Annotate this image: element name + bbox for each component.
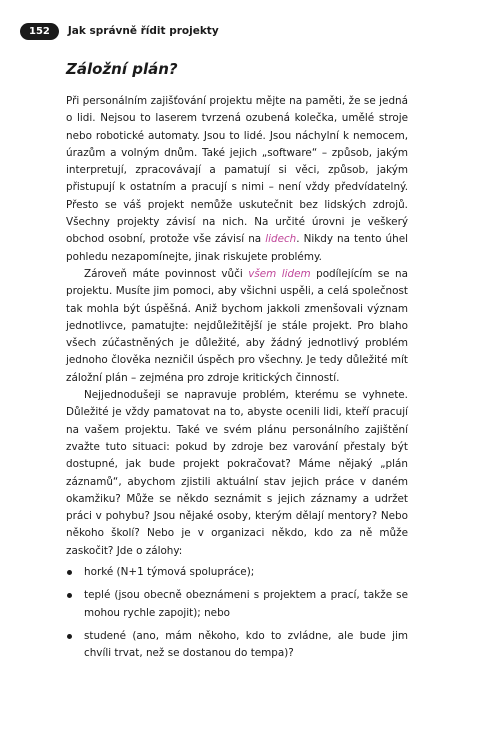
- list-item-text: horké (N+1 týmová spolupráce);: [84, 566, 255, 579]
- paragraph-1: [66, 93, 408, 266]
- list-item: [66, 587, 408, 622]
- bullet-icon: [67, 634, 72, 639]
- body-text: [66, 93, 408, 669]
- lidech-link[interactable]: lidech: [265, 233, 297, 246]
- bullet-icon: [67, 570, 72, 575]
- list-item: [66, 628, 408, 663]
- paragraph-2-start: Zároveň máte povinnost vůči: [84, 267, 249, 280]
- list-item-text: teplé (jsou obecně obeznámeni s projektem a prací, takže se mohou rychle zapojit); nebo: [84, 589, 408, 619]
- bullet-icon: [67, 593, 72, 598]
- page-number: 152: [20, 23, 59, 40]
- paragraph-1-end: . Nikdy na tento úhel pohledu nezapomínejte, jinak riskujete problémy.: [66, 233, 408, 263]
- vsem-lidem-link[interactable]: všem lidem: [248, 267, 311, 280]
- paragraph-1-text: Při personálním zajišťování projektu mějte na paměti, že se jedná o lidi. Nejsou to laserem tvrzená ozubená kolečka, umělé stroje nebo robotické automaty. Jsou to lidé. Jsou náchylní k nemocem, úrazům a volným dnům. Také jejich „software“ – způsob, jakým interpretují, zpracovávají a pamatují si věci, způsob, jakým přistupují k ostatním a pracují s nimi – není vždy předvídatelný. Přesto se váš projekt nemůže uskutečnit bez lidských zdrojů. Všechny projekty závisí na nich. Na určité úrovni je veškerý obchod osobní, protože vše závisí na: [66, 95, 408, 246]
- running-header: [20, 22, 459, 40]
- running-title: Jak správně řídit projekty: [67, 25, 219, 37]
- list-item: [66, 564, 408, 581]
- list-item-text: studené (ano, mám někoho, kdo to zvládne, ale bude jim chvíli trvat, než se dostanou do tempa)?: [84, 629, 408, 660]
- paragraph-3: Nejjednodušeji se napravuje problém, kterému se vyhnete. Důležité je vždy pamatovat na to, abyste ocenili lidi, kteří pracují na vašem projektu. Také ve svém plánu personálního zajištění zvažte tuto situaci: pokud by zdroje bez varování přestaly být dostupné, jak bude projekt pokračovat? Máme nějaký „plán záznamů“, abychom zjistili aktuální stav jejich práce v daném okamžiku? Může se někdo seznámit s jejich záznamy a udržet práci v pohybu? Jsou nějaké osoby, kterým dělají mentory? Nebo někoho školí? Nebo je v organizaci někdo, kdo za ně může zaskočit? Jde o zálohy:: [66, 389, 408, 557]
- backup-list: [66, 564, 408, 662]
- paragraph-2: [66, 266, 408, 387]
- section-title: Záložní plán?: [66, 60, 178, 78]
- paragraph-2-end: podílejícím se na projektu. Musíte jim pomoci, aby všichni uspěli, a celá společnost tak mohla být úspěšná. Aniž bychom jakkoli zmenšovali význam jednotlivce, pamatujte: nejdůležitější je stále projekt. Pro blaho všech zúčastněných je důležité, aby žádný jednotlivý problém jednoho člověka nezničil úspěch pro všechny. Je tedy důležité mít záložní plán – zejména pro zdroje kritických činností.: [66, 267, 408, 384]
